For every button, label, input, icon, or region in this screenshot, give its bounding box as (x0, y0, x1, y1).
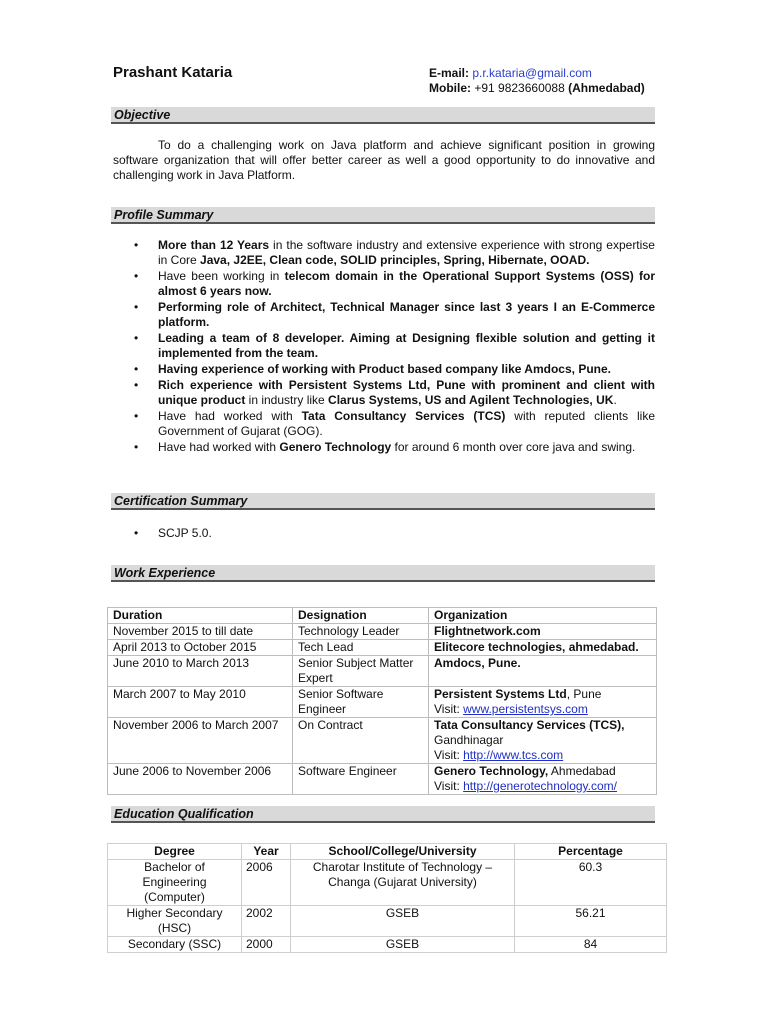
designation-cell: Senior Subject Matter Expert (293, 656, 429, 687)
org-name: Genero Technology, (434, 764, 549, 778)
objective-paragraph: To do a challenging work on Java platform and achieve significant position in growing software organization that will offer better career as well a good opportunity to do innovative and challenging work in Java Platform. (113, 138, 655, 182)
duration-cell: November 2015 to till date (108, 624, 293, 640)
visit-label: Visit: (434, 748, 464, 762)
degree-cell: Secondary (SSC) (108, 937, 242, 953)
org-location: Gandhinagar (434, 733, 504, 747)
organization-cell (429, 764, 657, 795)
certification-list (113, 526, 413, 541)
designation-cell: Senior Software Engineer (293, 687, 429, 718)
col-duration: Duration (108, 608, 293, 624)
table-header-row (108, 844, 667, 860)
bullet-text: Tata Consultancy Services (TCS) (301, 409, 506, 423)
section-work-experience: Work Experience (111, 565, 655, 582)
email-link[interactable]: p.r.kataria@gmail.com (472, 66, 592, 80)
section-certification-summary: Certification Summary (111, 493, 655, 510)
education-table (107, 843, 667, 953)
bullet-text: Have been working in (158, 269, 285, 283)
org-name: Persistent Systems Ltd (434, 687, 567, 701)
bullet-text: in industry like (245, 393, 329, 407)
degree-cell: Bachelor of Engineering (Computer) (108, 860, 242, 906)
school-cell: GSEB (291, 937, 515, 953)
bullet-text: Have had worked with (158, 440, 280, 454)
list-item (113, 378, 655, 408)
org-name: Tata Consultancy Services (TCS), (434, 718, 625, 732)
table-row (108, 640, 657, 656)
bullet-text: Leading a team of 8 developer. Aiming at Designing flexible solution and getting it implemented from the team. (158, 331, 655, 360)
candidate-name: Prashant Kataria (113, 64, 233, 81)
designation-cell: Tech Lead (293, 640, 429, 656)
org-location: , Pune (566, 687, 602, 701)
year-cell: 2000 (242, 937, 291, 953)
organization-cell (429, 718, 657, 764)
duration-cell: June 2010 to March 2013 (108, 656, 293, 687)
org-name: Elitecore technologies, ahmedabad. (434, 640, 639, 654)
bullet-text: Rich experience with Persistent Systems Ltd, Pune with prominent and client with unique product (158, 378, 655, 407)
mobile-number: +91 9823660088 (474, 81, 565, 95)
org-website-link[interactable]: http://www.tcs.com (463, 748, 564, 762)
section-profile-summary: Profile Summary (111, 207, 655, 224)
duration-cell: April 2013 to October 2015 (108, 640, 293, 656)
duration-cell: June 2006 to November 2006 (108, 764, 293, 795)
org-name: Flightnetwork.com (434, 624, 541, 638)
table-row (108, 937, 667, 953)
school-cell: Charotar Institute of Technology – Changa (Gujarat University) (291, 860, 515, 906)
location: (Ahmedabad) (568, 81, 645, 95)
designation-cell: On Contract (293, 718, 429, 764)
table-row (108, 687, 657, 718)
table-row (108, 906, 667, 937)
bullet-text: Having experience of working with Product based company like Amdocs, Pune. (158, 362, 611, 376)
org-name: Amdocs, Pune. (434, 656, 521, 670)
bullet-text: Have had worked with (158, 409, 302, 423)
contact-block (429, 66, 645, 96)
organization-cell (429, 640, 657, 656)
percentage-cell: 56.21 (515, 906, 667, 937)
list-item (113, 300, 655, 330)
table-row (108, 860, 667, 906)
percentage-cell: 60.3 (515, 860, 667, 906)
profile-summary-list (113, 238, 655, 456)
org-location: Ahmedabad (548, 764, 616, 778)
year-cell: 2002 (242, 906, 291, 937)
table-row (108, 656, 657, 687)
bullet-text: Clarus Systems, US and Agilent Technologies, UK (328, 393, 614, 407)
list-item (113, 331, 655, 361)
bullet-text: Genero Technology (279, 440, 392, 454)
bullet-text: telecom domain in the Operational Support Systems (OSS) for almost 6 years now. (158, 269, 655, 298)
section-education-qualification: Education Qualification (111, 806, 655, 823)
table-row (108, 624, 657, 640)
bullet-text: Java, J2EE, Clean code, SOLID principles, Spring, Hibernate, OOAD. (200, 253, 590, 267)
bullet-text: for around 6 month over core java and swing. (391, 440, 636, 454)
work-experience-table (107, 607, 657, 795)
bullet-text: with reputed clients like Government of Gujarat (GOG). (158, 409, 655, 438)
duration-cell: March 2007 to May 2010 (108, 687, 293, 718)
email-label: E-mail: (429, 66, 470, 80)
org-website-link[interactable]: www.persistentsys.com (463, 702, 588, 716)
bullet-text: in the software industry and extensive experience with strong expertise in Core (158, 238, 655, 267)
year-cell: 2006 (242, 860, 291, 906)
col-designation: Designation (293, 608, 429, 624)
bullet-text: . (613, 393, 617, 407)
col-degree: Degree (108, 844, 242, 860)
designation-cell: Technology Leader (293, 624, 429, 640)
list-item: • SCJP 5.0. (113, 526, 413, 541)
col-year: Year (242, 844, 291, 860)
school-cell: GSEB (291, 906, 515, 937)
degree-cell: Higher Secondary (HSC) (108, 906, 242, 937)
list-item (113, 409, 655, 439)
list-item (113, 440, 655, 455)
duration-cell: November 2006 to March 2007 (108, 718, 293, 764)
list-item (113, 362, 655, 377)
organization-cell (429, 656, 657, 687)
percentage-cell: 84 (515, 937, 667, 953)
mobile-label: Mobile: (429, 81, 471, 95)
table-row (108, 718, 657, 764)
col-school: School/College/University (291, 844, 515, 860)
col-percentage: Percentage (515, 844, 667, 860)
bullet-text: More than 12 Years (158, 238, 270, 252)
visit-label: Visit: (434, 779, 464, 793)
bullet-text: Performing role of Architect, Technical Manager since last 3 years I an E-Commerce platform. (158, 300, 655, 329)
table-row (108, 764, 657, 795)
designation-cell: Software Engineer (293, 764, 429, 795)
table-header-row (108, 608, 657, 624)
section-objective: Objective (111, 107, 655, 124)
mobile-line (429, 81, 645, 96)
organization-cell (429, 687, 657, 718)
list-item (113, 238, 655, 268)
email-line (429, 66, 645, 81)
objective-text (113, 138, 655, 183)
visit-label: Visit: (434, 702, 464, 716)
list-item (113, 269, 655, 299)
col-organization: Organization (429, 608, 657, 624)
org-website-link[interactable]: http://generotechnology.com/ (463, 779, 617, 793)
organization-cell (429, 624, 657, 640)
